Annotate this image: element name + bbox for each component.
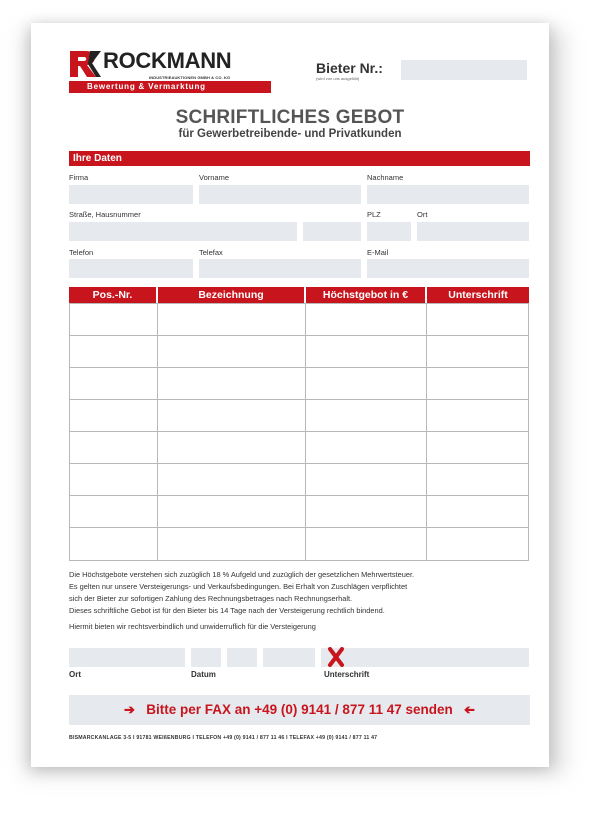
section-ihre-daten: Ihre Daten (69, 151, 530, 166)
tagline-bar: Bewertung & Vermarktung (69, 81, 271, 93)
telefon-field[interactable] (69, 259, 193, 278)
declaration: Hiermit bieten wir rechtsverbindlich und unwiderruflich für die Versteigerung (69, 622, 316, 631)
datum-month-field[interactable] (227, 648, 257, 667)
table-divider (157, 304, 158, 560)
th-unterschrift: Unterschrift (427, 287, 529, 303)
fax-text: Bitte per FAX an +49 (0) 9141 / 877 11 47 senden (146, 702, 453, 717)
table-divider (426, 304, 427, 560)
rockmann-logo-icon (68, 49, 102, 79)
terms-line: sich der Bieter zur sofortigen Zahlung des Rechnungsbetrages nach Rechnungserhalt. (69, 594, 353, 603)
table-row-line (70, 335, 528, 336)
datum-year-field[interactable] (263, 648, 315, 667)
label-plz: PLZ (367, 210, 381, 219)
label-ort: Ort (417, 210, 428, 219)
label-strasse: Straße, Hausnummer (69, 210, 141, 219)
label-telefon: Telefon (69, 248, 94, 257)
terms-line: Die Höchstgebote verstehen sich zuzüglich 18 % Aufgeld und zuzüglich der gesetzlichen Mehrwertsteuer. (69, 570, 415, 579)
th-pos-nr: Pos.-Nr. (69, 287, 156, 303)
arrow-left-icon: ➔ (464, 702, 475, 718)
table-divider (305, 304, 306, 560)
form-subtitle: für Gewerbetreibende- und Privatkunden (178, 128, 402, 140)
logo-subtitle: INDUSTRIEAUKTIONEN GMBH & CO. KG (149, 75, 231, 80)
bieter-label: Bieter Nr.: (316, 60, 383, 76)
label-telefax: Telefax (199, 248, 223, 257)
table-row-line (70, 527, 528, 528)
form-sheet (31, 23, 549, 767)
table-row-line (70, 399, 528, 400)
table-row-line (70, 367, 528, 368)
label-vorname: Vorname (199, 173, 230, 182)
arrow-right-icon: ➔ (124, 702, 135, 718)
sign-label-ort: Ort (69, 670, 81, 679)
bid-table[interactable] (69, 303, 529, 561)
th-hoechstgebot: Höchstgebot in € (306, 287, 425, 303)
label-firma: Firma (69, 173, 89, 182)
footer-address: BISMARCKANLAGE 3-5 I 91781 WEIßENBURG I TELEFON +49 (0) 9141 / 877 11 46 I TELEFAX +49 (0) 9141 / 877 11 47 (69, 735, 378, 741)
form-title: SCHRIFTLICHES GEBOT (175, 107, 405, 128)
hausnummer-field[interactable] (303, 222, 361, 241)
ort-field[interactable] (417, 222, 529, 241)
plz-field[interactable] (367, 222, 411, 241)
firma-field[interactable] (69, 185, 193, 204)
logo-name: ROCKMANN (103, 48, 232, 73)
ort-sign-field[interactable] (69, 648, 185, 667)
table-row-line (70, 463, 528, 464)
email-field[interactable] (367, 259, 529, 278)
cross-mark-icon (327, 647, 345, 667)
label-email: E-Mail (367, 248, 389, 257)
fax-banner (69, 695, 530, 725)
nachname-field[interactable] (367, 185, 529, 204)
label-nachname: Nachname (367, 173, 404, 182)
terms-line: Es gelten nur unsere Versteigerungs- und Verkaufsbedingungen. Bei Erhalt von Zuschlägen verpflichtet (69, 582, 408, 591)
sign-label-unterschrift: Unterschrift (324, 670, 370, 679)
sign-label-datum: Datum (191, 670, 216, 679)
th-bezeichnung: Bezeichnung (158, 287, 304, 303)
bieter-note: (wird von uns ausgefüllt) (316, 76, 360, 81)
table-row-line (70, 495, 528, 496)
strasse-field[interactable] (69, 222, 297, 241)
unterschrift-field[interactable] (321, 648, 529, 667)
datum-day-field[interactable] (191, 648, 221, 667)
vorname-field[interactable] (199, 185, 361, 204)
terms-line: Dieses schriftliche Gebot ist für den Bieter bis 14 Tage nach der Versteigerung rechtlich bindend. (69, 606, 385, 615)
telefax-field[interactable] (199, 259, 361, 278)
bieter-number-field[interactable] (401, 60, 527, 80)
table-row-line (70, 431, 528, 432)
